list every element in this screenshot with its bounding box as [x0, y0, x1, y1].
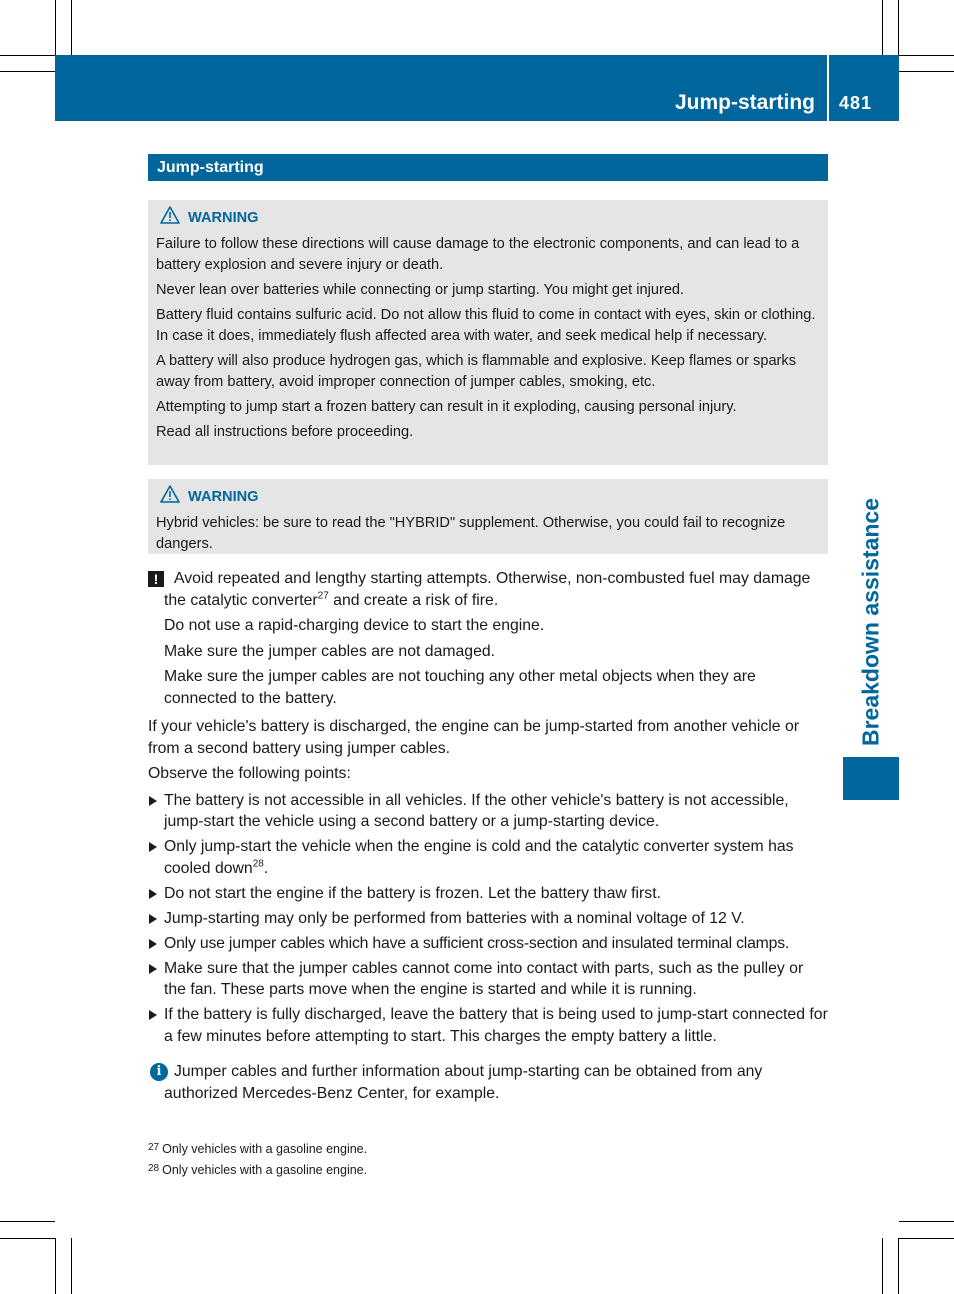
- list-item-text: Only jump-start the vehicle when the engine is cold and the catalytic converter system has cooled down: [164, 838, 794, 877]
- list-item-text: The battery is not accessible in all vehicles. If the other vehicle's battery is not accessible, jump-start the vehicle using a second battery or a jump-starting device.: [164, 791, 789, 830]
- page-number: 481: [839, 93, 873, 113]
- list-item: [148, 908, 828, 930]
- warning-title: WARNING: [188, 489, 259, 505]
- crop-mark: [0, 1238, 55, 1239]
- list-item-text: Only use jumper cables which have a sufficient cross-section and insulated terminal clamps.: [164, 934, 790, 952]
- info-note: [148, 1061, 828, 1104]
- crop-mark: [71, 1238, 72, 1294]
- header-title: Jump-starting: [674, 91, 815, 114]
- crop-mark: [0, 1221, 55, 1222]
- caution-line: Do not use a rapid-charging device to start the engine.: [164, 617, 545, 634]
- crop-mark: [882, 0, 883, 55]
- intro-paragraph: If your vehicle's battery is discharged, the engine can be jump-started from another vehicle or from a second battery using jumper cables.: [148, 718, 800, 757]
- crop-mark: [899, 71, 954, 72]
- list-item-text: Do not start the engine if the battery is frozen. Let the battery thaw first.: [164, 884, 661, 902]
- body-text: [148, 568, 828, 1108]
- warning-triangle-icon: [160, 485, 182, 510]
- caution-text: and create a risk of fire.: [328, 591, 499, 609]
- warning-title-row: [156, 206, 820, 231]
- crop-mark: [71, 0, 72, 55]
- list-item: [148, 790, 828, 833]
- footnote-ref: 28: [252, 858, 264, 870]
- crop-mark: [882, 1238, 883, 1294]
- bullet-arrow-icon: [149, 889, 157, 899]
- list-item: [148, 958, 828, 1001]
- footnote: [148, 1138, 367, 1159]
- intro-paragraph: Observe the following points:: [148, 765, 351, 782]
- footnote-text: Only vehicles with a gasoline engine.: [162, 1163, 368, 1177]
- warning-text: Failure to follow these directions will cause damage to the electronic components, and can lead to a battery explosion and severe injury or death.: [156, 236, 800, 273]
- crop-mark: [0, 71, 55, 72]
- footnote-text: Only vehicles with a gasoline engine.: [162, 1142, 368, 1156]
- section-heading: Jump-starting: [148, 154, 828, 181]
- warning-box: [148, 479, 828, 554]
- caution-text: Avoid repeated and lengthy starting attempts. Otherwise, non-combusted fuel may damage the catalytic converter: [164, 570, 811, 609]
- warning-text: Never lean over batteries while connecting or jump starting. You might get injured.: [156, 282, 685, 298]
- warning-text: Hybrid vehicles: be sure to read the "HYBRID" supplement. Otherwise, you could fail to recognize dangers.: [156, 515, 786, 552]
- side-tab-marker: [843, 757, 899, 800]
- header-divider: [827, 55, 829, 121]
- warning-title: WARNING: [188, 210, 259, 226]
- warning-triangle-icon: [160, 206, 182, 231]
- warning-box: [148, 200, 828, 465]
- info-icon: i: [150, 1063, 168, 1081]
- footnote-number: 28: [148, 1163, 160, 1174]
- crop-mark: [899, 1221, 954, 1222]
- list-item: [148, 883, 828, 905]
- footnote-ref: 27: [317, 590, 329, 602]
- list-item: [148, 836, 828, 879]
- footnotes: [148, 1138, 367, 1180]
- crop-mark: [898, 1238, 899, 1294]
- crop-mark: [55, 1238, 56, 1294]
- crop-mark: [899, 1238, 954, 1239]
- list-item-text: .: [263, 859, 269, 877]
- exclamation-icon: !: [148, 571, 164, 587]
- footnote-number: 27: [148, 1142, 160, 1153]
- bullet-arrow-icon: [149, 1010, 157, 1020]
- bullet-arrow-icon: [149, 842, 157, 852]
- list-item: [148, 1004, 828, 1047]
- caution-line: Make sure the jumper cables are not damaged.: [164, 642, 496, 660]
- bullet-arrow-icon: [149, 796, 157, 806]
- bullet-arrow-icon: [149, 939, 157, 949]
- warning-text: Attempting to jump start a frozen battery can result in it exploding, causing personal injury.: [156, 399, 737, 415]
- caution-line: Make sure the jumper cables are not touching any other metal objects when they are connected to the battery.: [164, 668, 756, 707]
- warning-text: Battery fluid contains sulfuric acid. Do not allow this fluid to come in contact with eyes, skin or clothing. In case it does, immediately flush affected area with water, and seek medical help if necessary.: [156, 307, 816, 344]
- crop-mark: [899, 55, 954, 56]
- bullet-arrow-icon: [149, 914, 157, 924]
- warning-text: A battery will also produce hydrogen gas, which is flammable and explosive. Keep flames or sparks away from battery, avoid improper connection of jumper cables, smoking, etc.: [156, 353, 797, 390]
- warning-title-row: [156, 485, 820, 510]
- side-tab-label: Breakdown assistance: [857, 497, 884, 747]
- crop-mark: [55, 0, 56, 55]
- list-item-text: Jump-starting may only be performed from batteries with a nominal voltage of 12 V.: [164, 909, 745, 927]
- warning-text: Read all instructions before proceeding.: [156, 424, 414, 440]
- info-text: Jumper cables and further information about jump-starting can be obtained from any authorized Mercedes-Benz Center, for example.: [164, 1063, 763, 1102]
- crop-mark: [898, 0, 899, 55]
- footnote: [148, 1159, 367, 1180]
- page-header: [55, 55, 899, 121]
- crop-mark: [0, 55, 55, 56]
- caution-note: [148, 568, 828, 611]
- list-item-text: Make sure that the jumper cables cannot come into contact with parts, such as the pulley or the fan. These parts move when the engine is started and while it is running.: [164, 959, 804, 998]
- list-item-text: If the battery is fully discharged, leave the battery that is being used to jump-start connected for a few minutes before attempting to start. This charges the empty battery a little.: [164, 1006, 828, 1045]
- list-item: [148, 933, 828, 955]
- bullet-arrow-icon: [149, 964, 157, 974]
